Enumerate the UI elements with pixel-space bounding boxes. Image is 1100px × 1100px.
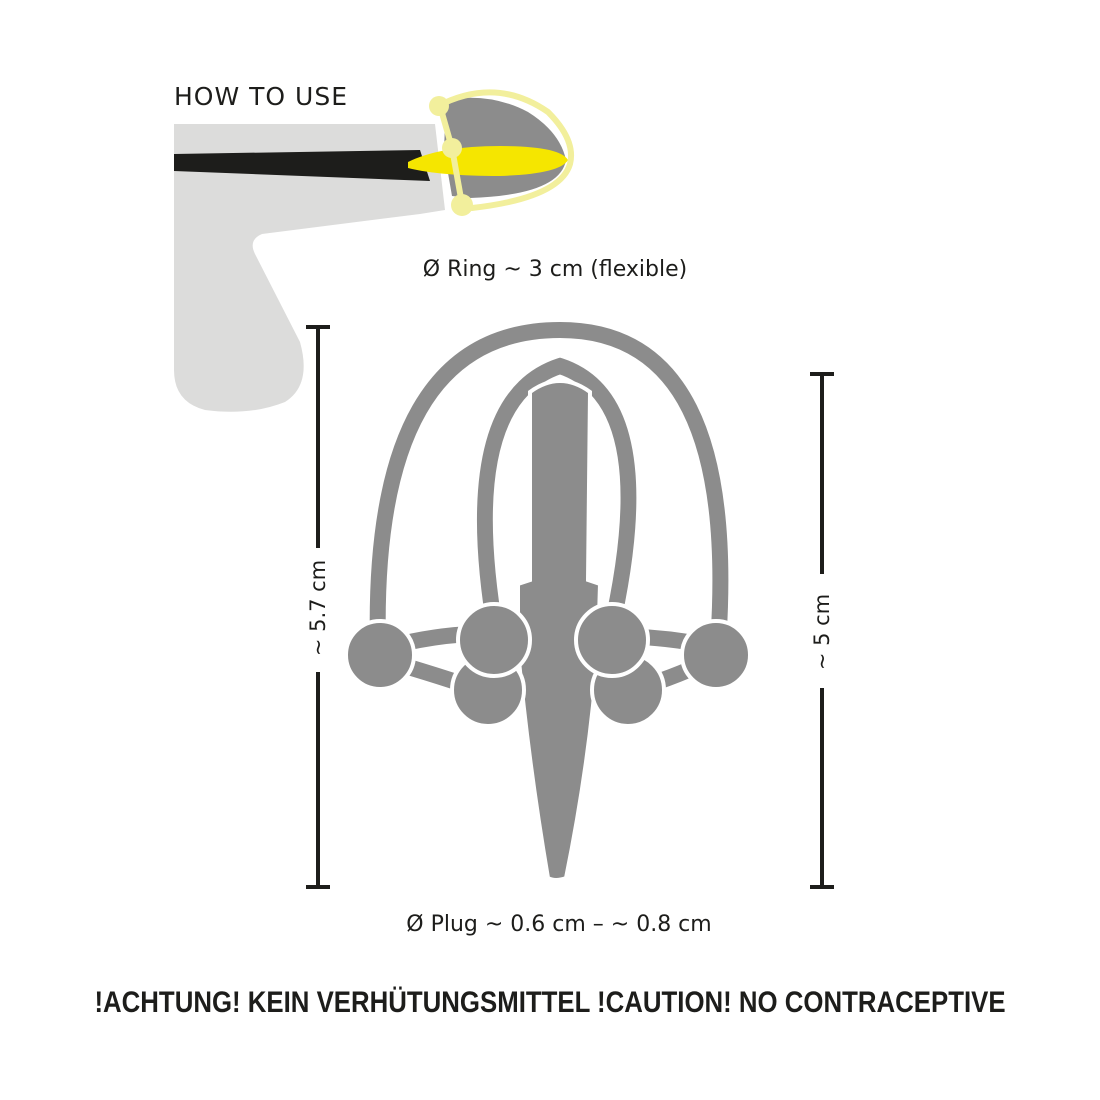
how-to-use-title: HOW TO USE — [174, 82, 349, 111]
contraceptive-warning: !ACHTUNG! KEIN VERHÜTUNGSMITTEL !CAUTION! NO CONTRACEPTIVE — [94, 986, 1006, 1019]
cage-bead — [429, 96, 449, 116]
cage-bead — [442, 138, 462, 158]
cage-bead — [451, 194, 473, 216]
total-height-label: ~ 5.7 cm — [306, 559, 330, 657]
cage-height-label: ~ 5 cm — [810, 593, 834, 671]
ring-diameter-label: Ø Ring ~ 3 cm (flexible) — [422, 257, 688, 282]
plug-diameter-label: Ø Plug ~ 0.6 cm – ~ 0.8 cm — [406, 912, 712, 937]
